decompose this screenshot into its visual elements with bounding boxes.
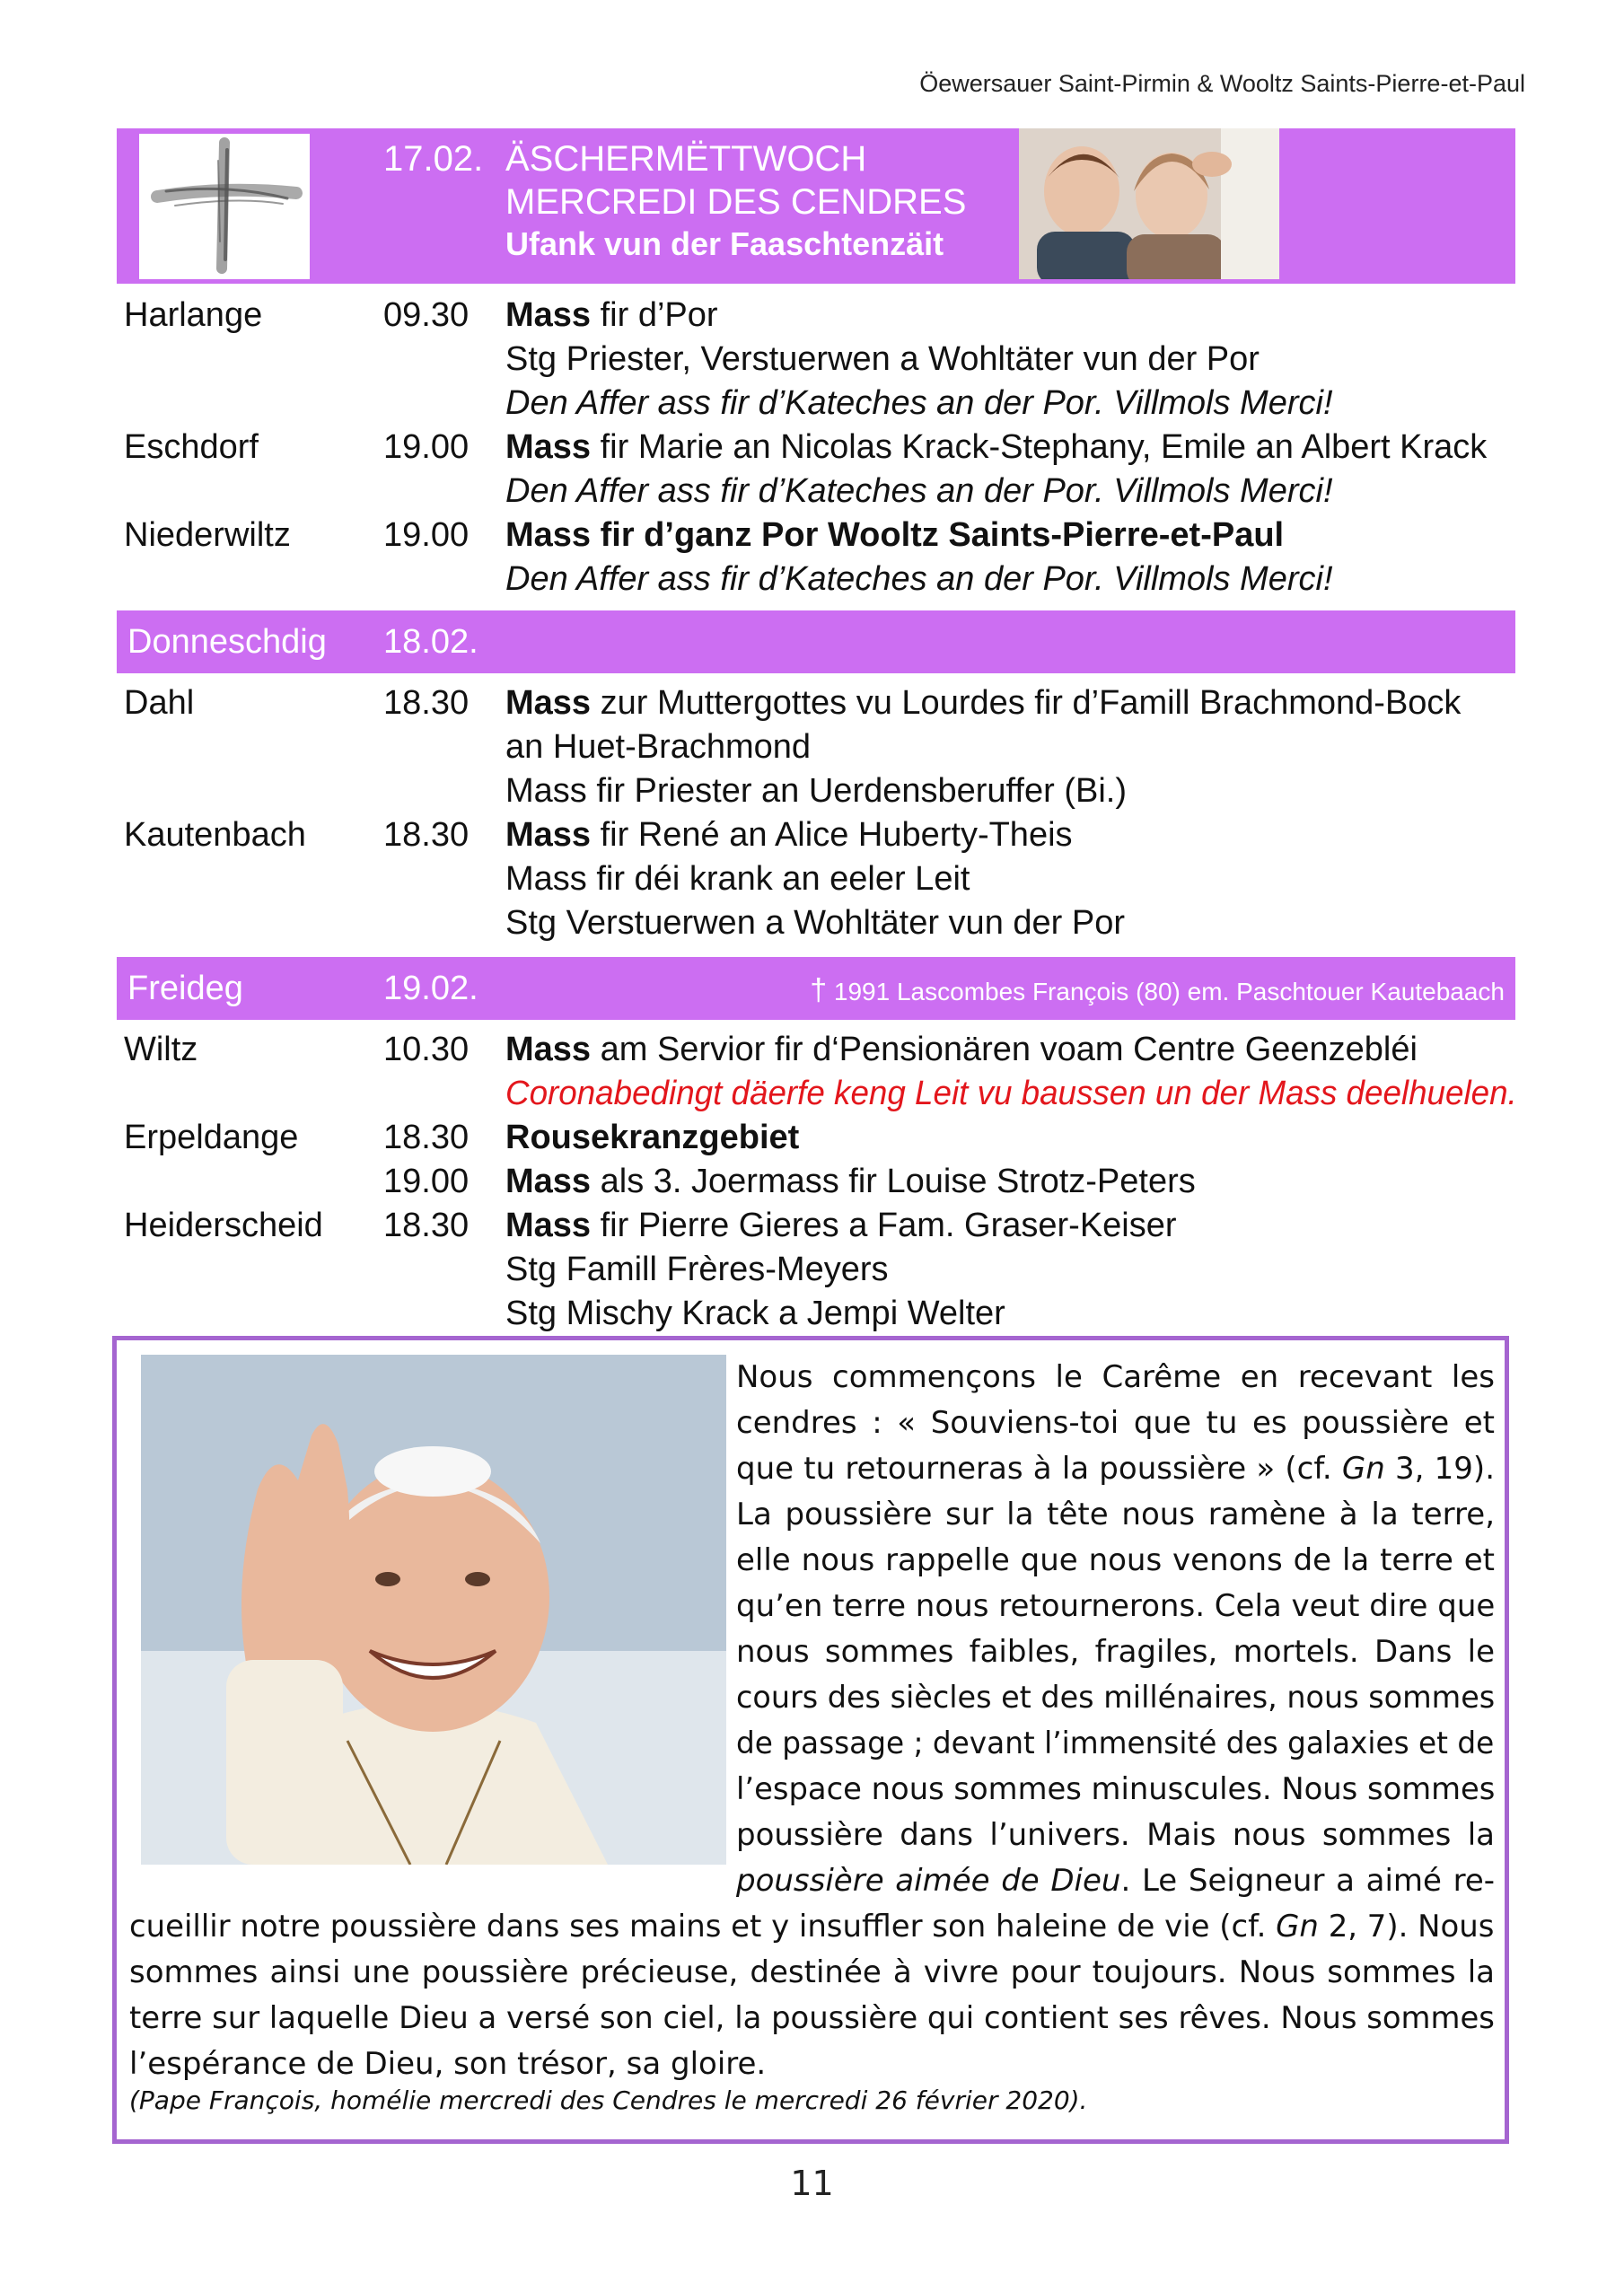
mass-time: 18.30 bbox=[383, 684, 470, 722]
mass-intention: fir Marie an Nicolas Krack-Stephany, Emile an Albert Krack bbox=[591, 428, 1488, 466]
page-header: Öewersauer Saint-Pirmin & Wooltz Saints-Pierre-et-Paul bbox=[919, 70, 1525, 97]
mass-intention: am Servior fir d‘Pensionären voam Centre Geenzebléi bbox=[591, 1031, 1418, 1068]
genesis-ref: Gn bbox=[1276, 1909, 1319, 1945]
quote-line: cueillir notre poussière dans ses mains et y insuffler son haleine de vie (cf. Gn 2, 7). Nous bbox=[129, 1909, 1495, 1945]
mass-label: Mass bbox=[505, 816, 592, 854]
day-label: Freideg bbox=[127, 970, 243, 1007]
ash-cross-image bbox=[139, 134, 310, 279]
entry-erpeldange-mass bbox=[117, 1163, 1517, 1207]
place-name: Heiderscheid bbox=[124, 1207, 323, 1244]
quote-line: qu’en terre nous retournerons. Cela veut dire que bbox=[736, 1588, 1496, 1624]
day-banner-friday bbox=[117, 957, 1515, 1020]
ash-blessing-photo bbox=[1019, 128, 1279, 279]
quote-line: elle nous rappelle que nous venons de la terre et bbox=[736, 1542, 1495, 1578]
mass-time: 10.30 bbox=[383, 1031, 470, 1068]
rosary-label: Rousekranzgebiet bbox=[505, 1119, 800, 1156]
entry-erpeldange bbox=[117, 1119, 1517, 1163]
quote-line: poussière dans l’univers. Mais nous sommes la bbox=[736, 1817, 1495, 1853]
page-number: 11 bbox=[790, 2164, 834, 2203]
memorial-text: 1991 Lascombes François (80) em. Paschtouer Kautebaach bbox=[833, 978, 1505, 1005]
mass-intention: fir Pierre Gieres a Fam. Graser-Keiser bbox=[591, 1207, 1177, 1244]
quote-line: poussière aimée de Dieu. Le Seigneur a aimé re- bbox=[736, 1863, 1496, 1899]
mass-label: Mass fir d’ganz Por Wooltz Saints-Pierre-et-Paul bbox=[505, 516, 1285, 554]
genesis-ref: Gn bbox=[1341, 1451, 1385, 1487]
corona-notice: Coronabedingt däerfe keng Leit vu baussen un der Mass deelhuelen. bbox=[505, 1075, 1517, 1112]
entry-eschdorf bbox=[117, 428, 1517, 472]
mass-intention: als 3. Joermass fir Louise Strotz-Peters bbox=[591, 1163, 1196, 1200]
emphasis: poussière aimée de Dieu bbox=[736, 1863, 1121, 1899]
day-date: 19.02. bbox=[383, 970, 478, 1007]
mass-label: Mass bbox=[505, 684, 592, 722]
intention-line: Stg Famill Frères-Meyers bbox=[505, 1251, 889, 1288]
mass-label: Mass bbox=[505, 428, 592, 466]
intention-line: Stg Verstuerwen a Wohltäter vun der Por bbox=[505, 904, 1125, 942]
place-name: Eschdorf bbox=[124, 428, 259, 466]
quote-source: (Pape François, homélie mercredi des Cendres le mercredi 26 février 2020). bbox=[129, 2085, 1088, 2115]
quote-text-full bbox=[129, 1904, 1495, 2087]
quote-line: que tu retourneras à la poussière » (cf. Gn 3, 19). bbox=[736, 1451, 1495, 1487]
mass-label: Mass bbox=[505, 1207, 592, 1244]
intention-line: Mass fir déi krank an eeler Leit bbox=[505, 860, 970, 898]
ash-wednesday-banner bbox=[117, 128, 1515, 284]
entry-wiltz bbox=[117, 1031, 1517, 1075]
place-name: Niederwiltz bbox=[124, 516, 291, 554]
entry-harlange-note bbox=[117, 384, 1517, 428]
entry-harlange bbox=[117, 296, 1517, 340]
memorial-note bbox=[810, 973, 1505, 1008]
collection-note: Den Affer ass fir d’Kateches an der Por. Villmols Merci! bbox=[505, 560, 1333, 598]
intention-line: Stg Mischy Krack a Jempi Welter bbox=[505, 1295, 1005, 1332]
mass-label: Mass bbox=[505, 1163, 592, 1200]
mass-time: 19.00 bbox=[383, 428, 470, 466]
entry-niederwiltz bbox=[117, 516, 1517, 560]
place-name: Erpeldange bbox=[124, 1119, 299, 1156]
entry-heiderscheid bbox=[117, 1207, 1517, 1251]
mass-time: 18.30 bbox=[383, 816, 470, 854]
entry-eschdorf-note bbox=[117, 472, 1517, 516]
intention-line: Mass fir Priester an Uerdensberuffer (Bi.) bbox=[505, 772, 1127, 810]
mass-time: 09.30 bbox=[383, 296, 470, 334]
intention-line: Stg Priester, Verstuerwen a Wohltäter vun der Por bbox=[505, 340, 1260, 378]
place-name: Wiltz bbox=[124, 1031, 198, 1068]
collection-note: Den Affer ass fir d’Kateches an der Por. Villmols Merci! bbox=[505, 384, 1333, 422]
quote-line: cours des siècles et des millénaires, nous sommes bbox=[736, 1680, 1496, 1716]
place-name: Dahl bbox=[124, 684, 195, 722]
homily-quote-box bbox=[112, 1336, 1509, 2144]
quote-line: l’espérance de Dieu, son trésor, sa gloire. bbox=[129, 2046, 767, 2082]
cross-icon: † bbox=[810, 973, 828, 1007]
day-banner-thursday bbox=[117, 610, 1515, 673]
quote-line: Nous commençons le Carême en recevant les bbox=[736, 1359, 1495, 1395]
mass-intention: zur Muttergottes vu Lourdes fir d’Famill Brachmond-Bock bbox=[591, 684, 1462, 722]
ash-date: 17.02. bbox=[383, 139, 484, 179]
mass-label: Mass bbox=[505, 1031, 592, 1068]
quote-line: terre sur laquelle Dieu a versé son ciel, la poussière qui contient ses rêves. Nous sommes bbox=[129, 2000, 1495, 2036]
mass-time: 19.00 bbox=[383, 516, 470, 554]
mass-time: 18.30 bbox=[383, 1207, 470, 1244]
entry-dahl-extra bbox=[117, 728, 1517, 772]
entry-wiltz-note bbox=[117, 1075, 1517, 1119]
quote-line: sommes ainsi une poussière précieuse, destinée à vivre pour toujours. Nous sommes la bbox=[129, 1954, 1495, 1990]
entry-heiderscheid-extra bbox=[117, 1295, 1517, 1339]
quote-line: La poussière sur la tête nous ramène à la terre, bbox=[736, 1497, 1495, 1532]
pope-francis-photo bbox=[141, 1355, 726, 1865]
entry-harlange-extra bbox=[117, 340, 1517, 384]
quote-line: cendres : « Souviens-toi que tu es poussière et bbox=[736, 1405, 1495, 1441]
intention-line: an Huet-Brachmond bbox=[505, 728, 812, 766]
entry-dahl-extra bbox=[117, 772, 1517, 816]
entry-niederwiltz-note bbox=[117, 560, 1517, 604]
mass-label: Mass bbox=[505, 296, 592, 334]
mass-time: 19.00 bbox=[383, 1163, 470, 1200]
entry-kautenbach-extra bbox=[117, 860, 1517, 904]
entry-kautenbach bbox=[117, 816, 1517, 860]
ash-title-lb: ÄSCHERMËTTWOCH bbox=[505, 139, 867, 179]
place-name: Kautenbach bbox=[124, 816, 306, 854]
mass-intention: fir d’Por bbox=[591, 296, 718, 334]
quote-line: l’espace nous sommes minuscules. Nous sommes bbox=[736, 1771, 1496, 1807]
day-label: Donneschdig bbox=[127, 623, 327, 661]
ash-subtitle: Ufank vun der Faaschtenzäit bbox=[505, 225, 944, 262]
entry-kautenbach-extra bbox=[117, 904, 1517, 948]
ash-title-fr: MERCREDI DES CENDRES bbox=[505, 182, 967, 222]
collection-note: Den Affer ass fir d’Kateches an der Por. Villmols Merci! bbox=[505, 472, 1333, 510]
place-name: Harlange bbox=[124, 296, 263, 334]
mass-intention: fir René an Alice Huberty-Theis bbox=[591, 816, 1073, 854]
entry-heiderscheid-extra bbox=[117, 1251, 1517, 1295]
entry-dahl bbox=[117, 684, 1517, 728]
quote-text-right bbox=[736, 1355, 1495, 1904]
day-date: 18.02. bbox=[383, 623, 478, 661]
mass-time: 18.30 bbox=[383, 1119, 470, 1156]
quote-line: de passage ; devant l’immensité des galaxies et de bbox=[736, 1725, 1495, 1761]
quote-line: nous sommes faibles, fragiles, mortels. Dans le bbox=[736, 1634, 1495, 1670]
